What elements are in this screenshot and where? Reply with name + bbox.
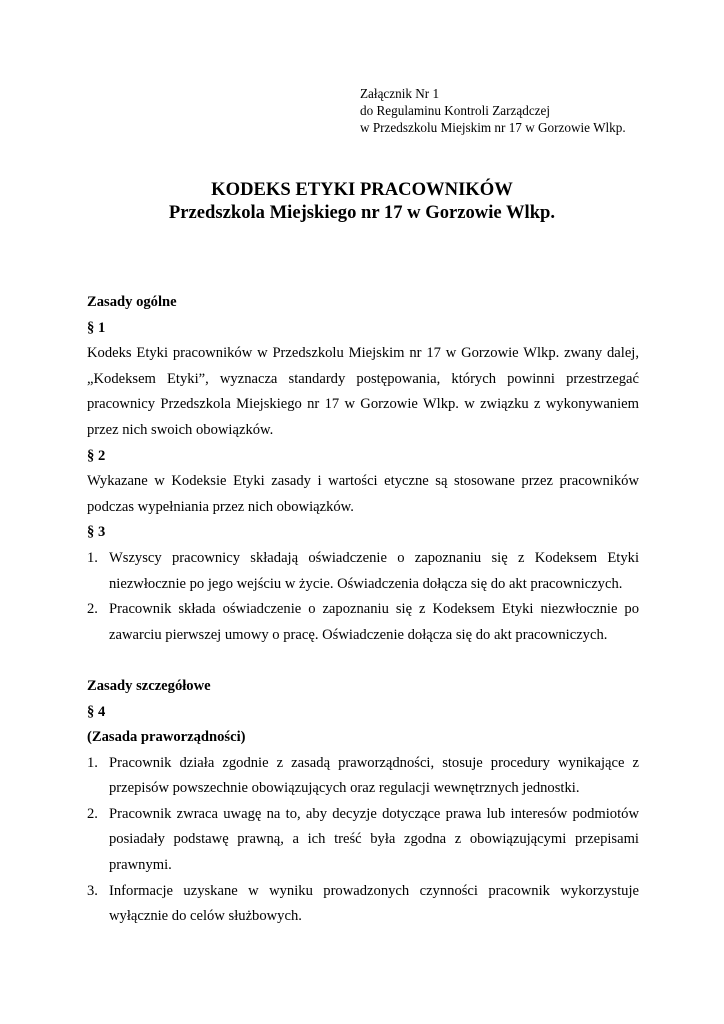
list-item-text: Wszyscy pracownicy składają oświadczenie o zapoznaniu się z Kodeksem Etyki niezwłocznie po jego wejściu w życie. Oświadczenia dołącza się do akt pracowniczych. (109, 549, 639, 592)
annex-note (360, 85, 626, 136)
annex-line-1: Załącznik Nr 1 (360, 86, 440, 101)
paragraph-label-2: § 2 (87, 447, 106, 464)
section-heading-detailed: Zasady szczegółowe (87, 677, 211, 694)
list-item-number: 3. (87, 882, 98, 899)
annex-line-2: do Regulaminu Kontroli Zarządczej (360, 103, 551, 118)
list-item-text: Pracownik zwraca uwagę na to, aby decyzje dotyczące prawa lub interesów podmiotów posiadały podstawę prawną, a ich treść była zgodna z obowiązującymi przepisami prawnymi. (109, 805, 639, 874)
title-line-1: KODEKS ETYKI PRACOWNIKÓW (211, 179, 513, 200)
document-title (0, 178, 724, 224)
paragraph-4-subheading: (Zasada praworządności) (87, 729, 246, 746)
list-item (87, 597, 639, 648)
paragraph-label-3: § 3 (87, 524, 106, 541)
paragraph-2-text: Wykazane w Kodeksie Etyki zasady i wartości etyczne są stosowane przez pracowników podczas wypełniania przez nich obowiązków. (87, 473, 639, 515)
list-item-number: 1. (87, 754, 98, 771)
spacer (87, 648, 639, 674)
list-item-text: Informacje uzyskane w wyniku prowadzonych czynności pracownik wykorzystuje wyłącznie do celów służbowych. (109, 882, 639, 925)
list-item-number: 2. (87, 601, 98, 618)
list-item-number: 2. (87, 805, 98, 822)
list-item (87, 879, 639, 930)
document-body (87, 290, 639, 930)
section-heading-general: Zasady ogólne (87, 294, 177, 310)
list-item (87, 802, 639, 879)
title-line-2: Przedszkola Miejskiego nr 17 w Gorzowie Wlkp. (168, 202, 556, 223)
paragraph-3-list (87, 546, 639, 648)
list-item (87, 546, 639, 597)
paragraph-label-1: § 1 (87, 319, 106, 336)
list-item-text: Pracownik składa oświadczenie o zapoznaniu się z Kodeksem Etyki niezwłocznie po zawarciu pierwszej umowy o pracę. Oświadczenie dołącza się do akt pracowniczych. (109, 601, 639, 643)
list-item-number: 1. (87, 549, 98, 566)
list-item (87, 751, 639, 802)
paragraph-label-4: § 4 (87, 703, 106, 720)
paragraph-4-list (87, 751, 639, 930)
paragraph-1-text: Kodeks Etyki pracowników w Przedszkolu Miejskim nr 17 w Gorzowie Wlkp. zwany dalej, „Kodeksem Etyki”, wyznacza standardy postępowania, których powinni przestrzegać pracownicy Przedszkola Miejskiego nr 17 w Gorzowie Wlkp. w związku z wykonywaniem przez nich swoich obowiązków. (87, 345, 639, 438)
annex-line-3: w Przedszkolu Miejskim nr 17 w Gorzowie Wlkp. (360, 120, 626, 135)
list-item-text: Pracownik działa zgodnie z zasadą praworządności, stosuje procedury wynikające z przepisów powszechnie obowiązujących oraz regulacji wewnętrznych jednostki. (109, 754, 639, 797)
